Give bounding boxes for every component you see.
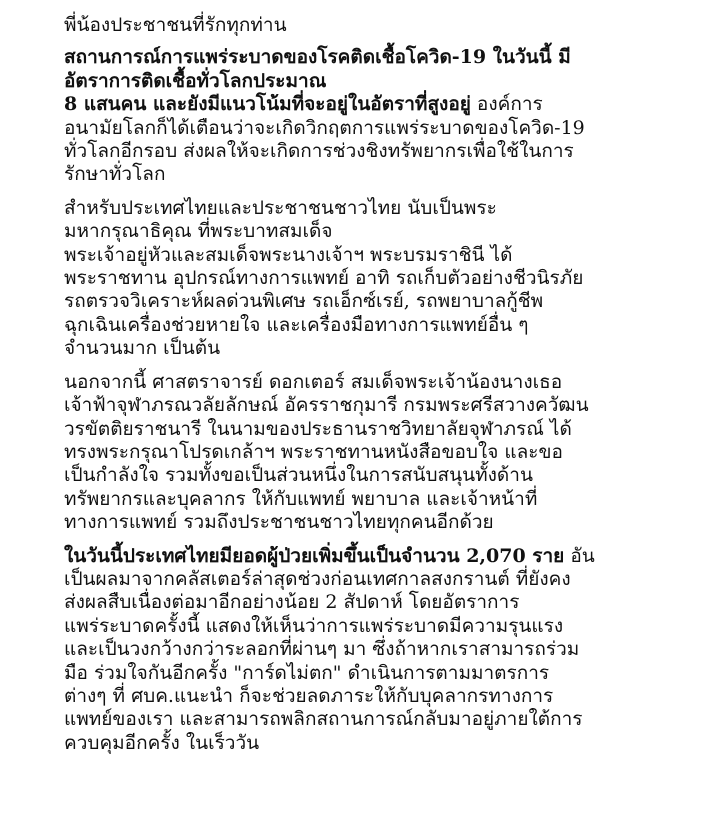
body-text: เป็นผลมาจากคลัสเตอร์ล่าสุดช่วงก่อนเทศกาลสงกรานต์ ที่ยังคง: [64, 567, 571, 590]
text-line: [64, 418, 704, 441]
bold-text: สถานการณ์การแพร่ระบาดของโรคติดเชื้อโควิด-19 ในวันนี้ มี: [64, 46, 571, 69]
bold-text: 8 แสนคน และยังมีแนวโน้มที่จะอยู่ในอัตราที่สูงอยู่: [64, 93, 471, 116]
body-text: เป็นกำลังใจ รวมทั้งขอเป็นส่วนหนึ่งในการสนับสนุนทั้งด้าน: [64, 464, 533, 487]
bold-text: ในวันนี้ประเทศไทยมียอดผู้ป่วยเพิ่มขึ้นเป็นจำนวน 2,070 ราย: [64, 544, 565, 567]
paragraph: [64, 545, 704, 756]
text-line: [64, 545, 704, 568]
body-text: พระเจ้าอยู่หัวและสมเด็จพระนางเจ้าฯ พระบรมราชินี ได้: [64, 243, 513, 266]
body-text: พระราชทาน อุปกรณ์ทางการแพทย์ อาทิ รถเก็บตัวอย่างชีวนิรภัย: [64, 267, 584, 290]
body-text: นอกจากนี้ ศาสตราจารย์ ดอกเตอร์ สมเด็จพระเจ้าน้องนางเธอ: [64, 370, 563, 393]
paragraph: [64, 371, 704, 535]
text-line: [64, 93, 704, 116]
body-text: อนามัยโลกก็ได้เตือนว่าจะเกิดวิกฤตการแพร่ระบาดของโควิด-19: [64, 116, 585, 139]
greeting-line: พี่น้องประชาชนที่รักทุกท่าน: [64, 14, 287, 36]
text-line: [64, 244, 704, 267]
text-line: [64, 591, 704, 614]
body-text: ฉุกเฉินเครื่องช่วยหายใจ และเครื่องมือทางการแพทย์อื่น ๆ: [64, 313, 529, 336]
text-line: [64, 337, 704, 360]
body-text: และเป็นวงกว้างกว่าระลอกที่ผ่านๆ มา ซึ่งถ้าหากเราสามารถร่วม: [64, 638, 580, 661]
bold-text: อัตราการติดเชื้อทั่วโลกประมาณ: [64, 69, 327, 92]
body-text: แพทย์ของเรา และสามารถพลิกสถานการณ์กลับมาอยู่ภายใต้การ: [64, 708, 583, 731]
text-line: [64, 615, 704, 638]
body-text: รักษาทั่วโลก: [64, 163, 166, 186]
text-line: [64, 568, 704, 591]
body-text: ควบคุมอีกครั้ง ในเร็ววัน: [64, 731, 260, 754]
text-line: [64, 662, 704, 685]
text-line: [64, 314, 704, 337]
text-line: [64, 197, 704, 220]
text-line: [64, 441, 704, 464]
body-text: สำหรับประเทศไทยและประชาชนชาวไทย นับเป็นพระ: [64, 196, 497, 219]
text-line: [64, 732, 704, 755]
body-text: แพร่ระบาดครั้งนี้ แสดงให้เห็นว่าการแพร่ระบาดมีความรุนแรง: [64, 614, 564, 637]
text-line: [64, 488, 704, 511]
body-text: ต่างๆ ที่ ศบค.แนะนำ ก็จะช่วยลดภาระให้กับบุคลากรทางการ: [64, 684, 554, 707]
text-line: [64, 163, 704, 186]
text-line: [64, 394, 704, 417]
text-line: [64, 371, 704, 394]
paragraph-list: [64, 46, 704, 755]
body-text: มหากรุณาธิคุณ ที่พระบาทสมเด็จ: [64, 220, 333, 243]
body-text: เจ้าฟ้าจุฬาภรณวลัยลักษณ์ อัครราชกุมารี กรมพระศรีสวางควัฒน: [64, 394, 589, 417]
text-line: [64, 140, 704, 163]
paragraph: [64, 46, 704, 186]
body-text: ส่งผลสืบเนื่องต่อมาอีกอย่างน้อย 2 สัปดาห์ โดยอัตราการ: [64, 591, 520, 614]
text-line: [64, 70, 704, 93]
body-text: ทรงพระกรุณาโปรดเกล้าฯ พระราชทานหนังสือขอบใจ และขอ: [64, 440, 563, 463]
text-line: [64, 117, 704, 140]
body-text: ทางการแพทย์ รวมถึงประชาชนชาวไทยทุกคนอีกด้วย: [64, 511, 494, 534]
document-body: [64, 14, 704, 765]
body-text: ทั่วโลกอีกรอบ ส่งผลให้จะเกิดการช่วงชิงทรัพยากรเพื่อใช้ในการ: [64, 140, 574, 163]
text-line: [64, 46, 704, 69]
body-text: อัน: [564, 544, 595, 567]
body-text: รถตรวจวิเคราะห์ผลด่วนพิเศษ รถเอ็กซ์เรย์, รถพยาบาลกู้ชีพ: [64, 290, 544, 313]
text-line: [64, 708, 704, 731]
body-text: วรขัตติยราชนารี ในนามของประธานราชวิทยาลัยจุฬาภรณ์ ได้: [64, 417, 572, 440]
body-text: มือ ร่วมใจกันอีกครั้ง "การ์ดไม่ตก" ดำเนินการตามมาตรการ: [64, 661, 550, 684]
body-text: ทรัพยากรและบุคลากร ให้กับแพทย์ พยาบาล และเจ้าหน้าที่: [64, 487, 538, 510]
body-text: องค์การ: [470, 93, 543, 116]
text-line: [64, 638, 704, 661]
text-line: [64, 464, 704, 487]
text-line: [64, 267, 704, 290]
paragraph: [64, 197, 704, 361]
text-line: [64, 511, 704, 534]
text-line: [64, 685, 704, 708]
text-line: [64, 290, 704, 313]
text-line: [64, 220, 704, 243]
body-text: จำนวนมาก เป็นต้น: [64, 337, 221, 360]
